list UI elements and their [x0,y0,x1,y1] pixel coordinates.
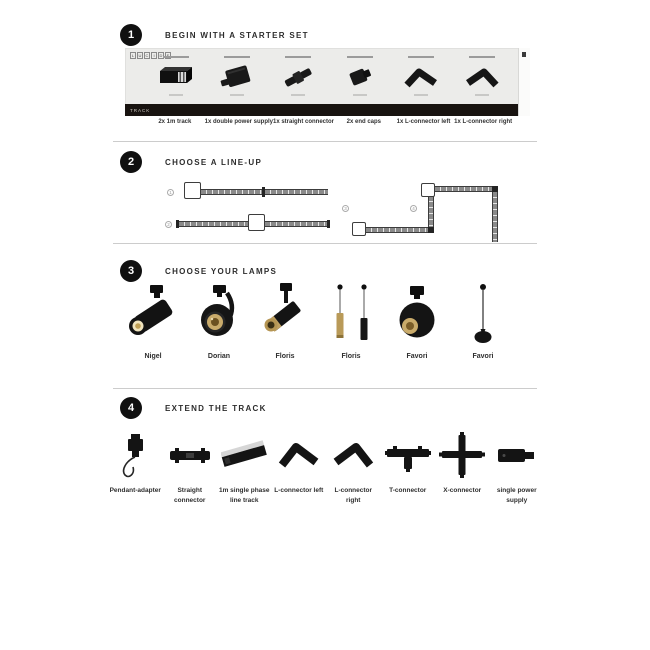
part-straight-connector [163,426,218,506]
lamp-floris-spot [252,283,318,360]
step-1-badge [120,24,142,46]
part-name: 1m single phase line track [218,487,270,504]
brand-letter: U [138,53,142,58]
lineup-2-end-cap [327,220,330,228]
extension-parts-row [108,426,544,506]
single-power-supply-icon [494,432,540,478]
step-4-number: 4 [127,402,135,414]
end-caps-icon [340,61,380,93]
lineup-3-track-segment [366,227,429,233]
tiny-caption [285,56,311,58]
lamp-dorian [186,283,252,360]
lineup-1-marker: 1 [167,189,174,196]
brand-letter: D [159,53,163,58]
content-label: 1x straight connector [273,119,335,125]
double-power-supply-icon [217,61,257,93]
lineup-2-marker: 2 [165,221,172,228]
section-divider [113,243,537,244]
part-name: Straight connector [174,487,206,504]
brand-letter: I [151,52,157,59]
lamp-nigel [120,283,186,360]
floris-spot-icon [255,283,315,347]
tiny-caption [469,56,495,58]
box-product-straight-connector [268,56,329,100]
lineup-4-corner [492,186,498,192]
lineup-4-track-segment [435,186,493,192]
lamp-name: Floris [341,353,361,360]
box-product-double-power-supply [206,56,267,100]
starter-set-box [125,48,530,116]
step-4-title: EXTEND THE TRACK [165,404,267,413]
lineup-3-power-supply [352,222,366,236]
content-label: 1x L-connector right [454,119,513,125]
step-2-title: CHOOSE A LINE-UP [165,158,263,167]
lamps-row [120,283,516,360]
lineup-1-track-segment [265,189,328,195]
lineup-4-power-supply [421,183,435,197]
lamp-name: Floris [275,353,295,360]
step-3-number: 3 [127,265,135,277]
box-product-l-connector-left [390,56,451,100]
l-connector-right-icon [462,61,502,93]
l-connector-left-icon [276,432,322,478]
brand-letter: C [145,53,149,58]
favori-sphere-icon [387,283,447,347]
part-name: T-connector [389,487,427,494]
tiny-caption [163,56,189,58]
lamp-favori-sphere [384,283,450,360]
product-shadow [230,94,244,96]
part-single-power-supply [490,426,545,506]
lamp-floris-pendant [318,283,384,360]
box-bar-label: TRACK [130,107,151,113]
x-connector-icon [439,432,485,478]
lineup-2-power-supply [248,214,265,231]
lamp-favori-pendant [450,283,516,360]
part-name: Pendant-adapter [109,487,161,494]
track-icon [156,61,196,93]
lineup-4-track-segment [492,192,498,242]
part-name: X-connector [443,487,482,494]
line-track-icon [221,432,267,478]
nigel-spot-icon [123,283,183,347]
tiny-caption [224,56,250,58]
part-t-connector [381,426,436,506]
flap-dot [522,52,526,57]
lineup-4-marker: 4 [410,205,417,212]
l-connector-left-icon [401,61,441,93]
straight-connector-icon [278,61,318,93]
part-name: L-connector right [334,487,373,504]
step-1-number: 1 [127,29,135,41]
step-1-title: BEGIN WITH A STARTER SET [165,31,309,40]
content-label: 2x 1m track [158,119,192,125]
product-shadow [169,94,183,96]
box-product-track [145,56,206,100]
lamp-name: Dorian [207,353,231,360]
box-side-flap [518,48,530,116]
straight-connector-icon [167,432,213,478]
lineup-2-track-segment [179,221,248,227]
box-product-photos [145,56,513,100]
part-name: L-connector left [274,487,324,494]
part-name: single power supply [496,487,537,504]
product-shadow [475,94,489,96]
part-l-connector-right [326,426,381,506]
box-product-end-caps [329,56,390,100]
floris-pendant-icon [321,283,381,347]
lineup-1-track-segment [201,189,262,195]
part-l-connector-left [272,426,327,506]
part-pendant-adapter [108,426,163,506]
lamp-name: Nigel [144,353,162,360]
lamp-name: Favori [406,353,428,360]
step-3-title: CHOOSE YOUR LAMPS [165,267,278,276]
section-divider [113,388,537,389]
lineup-1-power-supply [184,182,201,199]
brand-letter: L [131,53,135,58]
starter-set-contents [125,119,530,125]
favori-pendant-icon [453,283,513,347]
t-connector-icon [385,432,431,478]
product-shadow [414,94,428,96]
box-bottom-bar [125,104,518,116]
content-label: 1x L-connector left [396,119,451,125]
lamp-name: Favori [472,353,494,360]
tiny-caption [408,56,434,58]
tiny-caption [347,56,373,58]
l-connector-right-icon [330,432,376,478]
pendant-adapter-icon [112,432,158,478]
part-x-connector [435,426,490,506]
content-label: 2x end caps [346,119,382,125]
step-4-badge [120,397,142,419]
lineup-2-track-segment [265,221,327,227]
content-label: 1x double power supply [204,119,273,125]
lineup-3-marker: 3 [342,205,349,212]
step-2-badge [120,151,142,173]
step-2-number: 2 [127,156,135,168]
dorian-spot-icon [189,283,249,347]
part-line-track [217,426,272,506]
product-shadow [291,94,305,96]
lineup-3-corner [428,227,434,233]
step-3-badge [120,260,142,282]
product-shadow [353,94,367,96]
box-product-l-connector-right [452,56,513,100]
section-divider [113,141,537,142]
